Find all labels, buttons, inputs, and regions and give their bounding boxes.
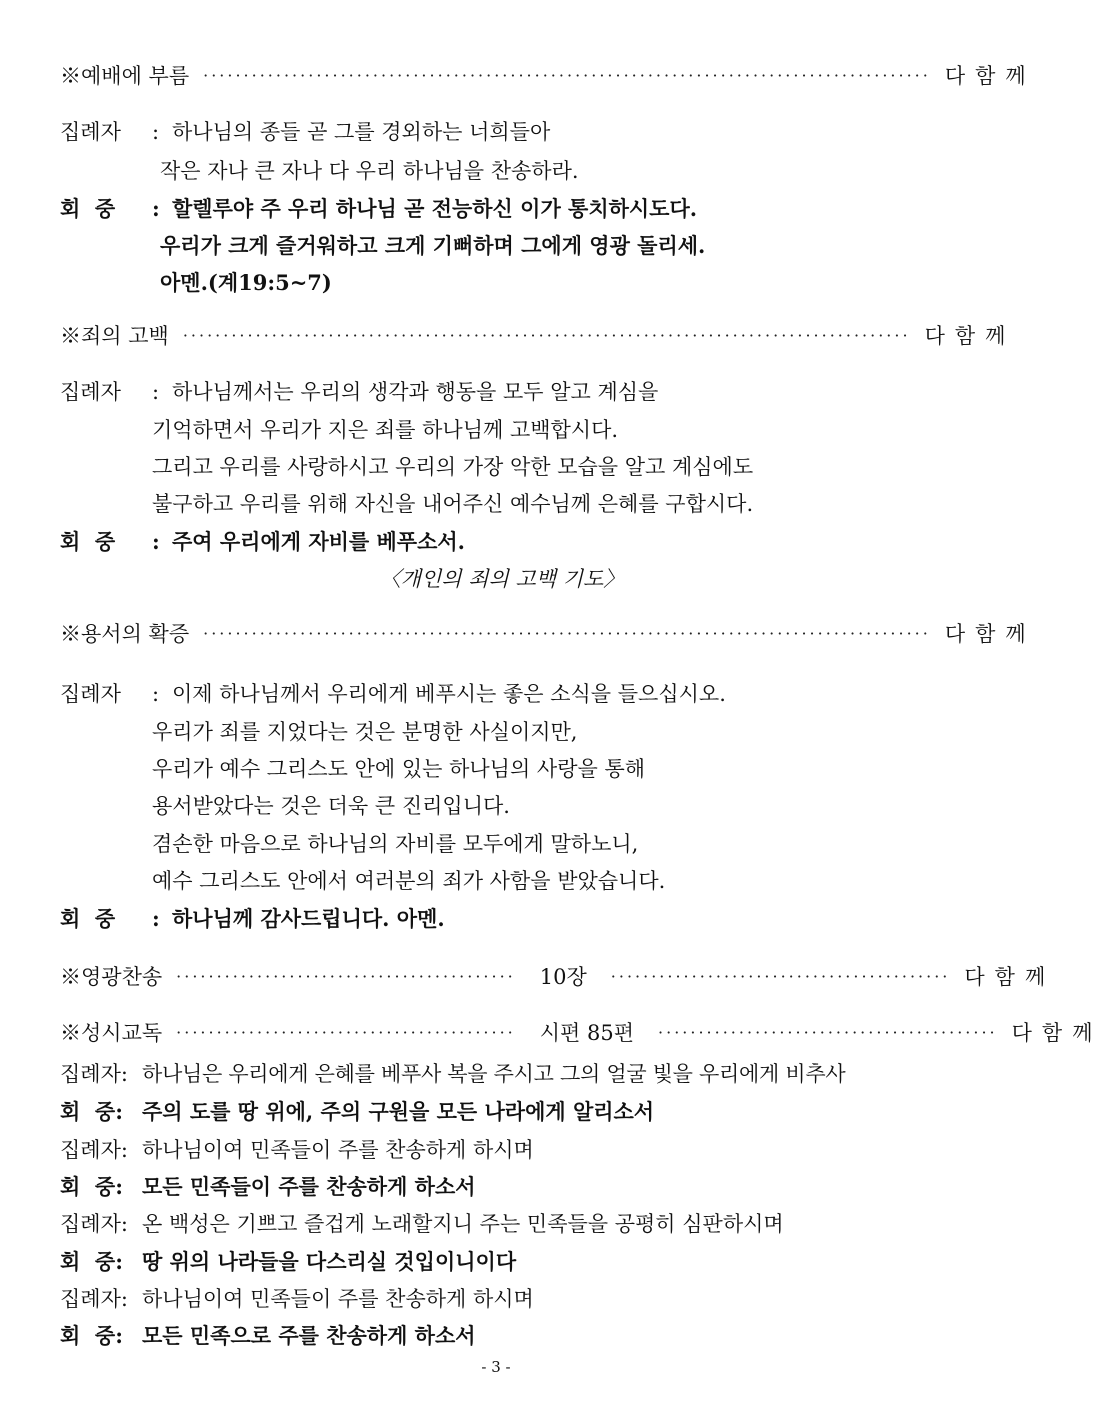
leader-line <box>60 678 944 710</box>
colon: : <box>152 529 160 554</box>
dot-leader: ·························································································· <box>203 66 931 85</box>
reading-line <box>60 1058 944 1090</box>
leader-text-cont: 우리가 죄를 지었다는 것은 분명한 사실이지만, <box>152 720 578 744</box>
reading-line <box>60 1171 944 1203</box>
congregation-label: 회 중: <box>60 1249 123 1274</box>
congregation-text-cont: 아멘.(계19:5~7) <box>160 270 332 295</box>
congregation-text: 주여 우리에게 자비를 베푸소서. <box>172 529 465 554</box>
section-title: ※영광찬송 <box>60 965 163 989</box>
section-header-assurance <box>60 618 1036 650</box>
reading-text: 하나님이여 민족들이 주를 찬송하게 하시며 <box>142 1138 534 1162</box>
leader-text-cont: 그리고 우리를 사랑하시고 우리의 가장 악한 모습을 알고 계심에도 <box>152 455 754 479</box>
congregation-text: 할렐루야 주 우리 하나님 곧 전능하신 이가 통치하시도다. <box>172 196 698 221</box>
reading-text: 하나님은 우리에게 은혜를 베푸사 복을 주시고 그의 얼굴 빛을 우리에게 비추사 <box>142 1062 846 1086</box>
congregation-label: 회 중 <box>60 529 116 554</box>
hymn-number: 10장 <box>539 965 587 989</box>
leader-text-cont: 겸손한 마음으로 하나님의 자비를 모두에게 말하노니, <box>152 832 639 856</box>
leader-label: 집례자: <box>60 1062 128 1086</box>
leader-text-cont: 예수 그리스도 안에서 여러분의 죄가 사함을 받았습니다. <box>152 869 666 893</box>
leader-text-cont: 우리가 예수 그리스도 안에 있는 하나님의 사랑을 통해 <box>152 757 646 781</box>
section-participants: 다함께 <box>964 965 1056 989</box>
congregation-label: 회 중 <box>60 196 116 221</box>
psalm-reference: 시편 85편 <box>539 1021 635 1045</box>
congregation-label: 회 중: <box>60 1323 123 1348</box>
leader-text: 이제 하나님께서 우리에게 베푸시는 좋은 소식을 들으십시오. <box>172 682 726 706</box>
section-participants: 다함께 <box>924 324 1016 348</box>
dot-leader: ·························································································· <box>182 326 911 345</box>
reading-text: 하나님이여 민족들이 주를 찬송하게 하시며 <box>142 1287 534 1311</box>
section-participants: 다함께 <box>944 64 1036 88</box>
leader-line <box>60 376 944 408</box>
dot-leader: ·········································· <box>610 967 951 986</box>
leader-label: 집례자 <box>60 120 121 144</box>
colon: : <box>152 120 160 144</box>
reading-line <box>60 1134 944 1166</box>
reading-text: 온 백성은 기쁘고 즐겁게 노래할지니 주는 민족들을 공평히 심판하시며 <box>142 1212 784 1236</box>
leader-text-cont: 기억하면서 우리가 지은 죄를 하나님께 고백합시다. <box>152 418 619 442</box>
congregation-label: 회 중 <box>60 906 116 931</box>
section-title: ※용서의 확증 <box>60 622 190 646</box>
dot-leader: ·········································· <box>176 1023 516 1042</box>
reading-text: 주의 도를 땅 위에, 주의 구원을 모든 나라에게 알리소서 <box>142 1099 655 1124</box>
colon: : <box>152 906 160 931</box>
leader-text-cont: 용서받았다는 것은 더욱 큰 진리입니다. <box>152 794 510 818</box>
reading-line <box>60 1096 944 1128</box>
congregation-line <box>60 193 944 225</box>
congregation-text: 하나님께 감사드립니다. 아멘. <box>172 906 445 931</box>
section-title: ※예배에 부름 <box>60 64 190 88</box>
congregation-line <box>60 903 944 935</box>
section-participants: 다함께 <box>1011 1021 1103 1045</box>
section-participants: 다함께 <box>944 622 1036 646</box>
section-title: ※성시교독 <box>60 1021 163 1045</box>
colon: : <box>152 682 160 706</box>
leader-line <box>60 116 944 148</box>
page-number: - 3 - <box>481 1358 511 1376</box>
leader-label: 집례자: <box>60 1212 128 1236</box>
leader-label: 집례자: <box>60 1138 128 1162</box>
dot-leader: ·························································································· <box>203 624 931 643</box>
congregation-label: 회 중: <box>60 1174 123 1199</box>
section-header-responsive-reading <box>60 1017 1103 1049</box>
leader-text-cont: 불구하고 우리를 위해 자신을 내어주신 예수님께 은혜를 구합시다. <box>152 492 754 516</box>
prayer-note: 〈개인의 죄의 고백 기도〉 <box>379 567 625 591</box>
section-header-confession <box>60 320 1016 352</box>
leader-text: 하나님의 종들 곧 그를 경외하는 너희들아 <box>172 120 551 144</box>
reading-text: 모든 민족들이 주를 찬송하게 하소서 <box>142 1174 476 1199</box>
congregation-label: 회 중: <box>60 1099 123 1124</box>
dot-leader: ·········································· <box>176 967 516 986</box>
leader-text: 하나님께서는 우리의 생각과 행동을 모두 알고 계심을 <box>172 380 659 404</box>
leader-label: 집례자 <box>60 682 121 706</box>
dot-leader: ·········································· <box>658 1023 998 1042</box>
reading-text: 모든 민족으로 주를 찬송하게 하소서 <box>142 1323 476 1348</box>
section-header-gloria <box>60 961 1056 993</box>
leader-label: 집례자: <box>60 1287 128 1311</box>
leader-text-cont: 작은 자나 큰 자나 다 우리 하나님을 찬송하라. <box>160 159 579 183</box>
colon: : <box>152 380 160 404</box>
congregation-line <box>60 526 944 558</box>
section-title: ※죄의 고백 <box>60 324 169 348</box>
reading-line <box>60 1208 944 1240</box>
congregation-text-cont: 우리가 크게 즐거워하고 크게 기뻐하며 그에게 영광 돌리세. <box>160 233 706 258</box>
section-header-call-to-worship <box>60 60 1036 92</box>
reading-line <box>60 1320 944 1352</box>
colon: : <box>152 196 160 221</box>
reading-text: 땅 위의 나라들을 다스리실 것입이니이다 <box>142 1249 517 1274</box>
leader-label: 집례자 <box>60 380 121 404</box>
reading-line <box>60 1283 944 1315</box>
reading-line <box>60 1246 944 1278</box>
